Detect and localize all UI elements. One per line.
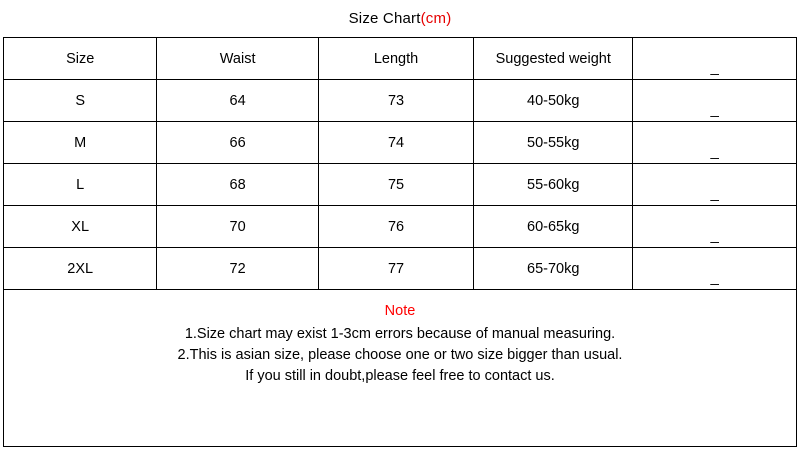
table-cell-extra xyxy=(633,248,796,290)
note-line: 1.Size chart may exist 1-3cm errors because of manual measuring. xyxy=(184,326,616,342)
table-header-row xyxy=(4,38,796,80)
table-cell-size: XL xyxy=(4,206,157,248)
table-row xyxy=(4,206,796,248)
table-cell-waist: 72 xyxy=(157,248,319,290)
table-cell-size: S xyxy=(4,80,157,122)
table-cell-weight: 65-70kg xyxy=(474,248,633,290)
note-line: 2.This is asian size, please choose one or two size bigger than usual. xyxy=(177,347,623,363)
table-cell-length: 76 xyxy=(318,206,473,248)
table-header-cell-extra xyxy=(633,38,796,80)
table-cell-length: 75 xyxy=(318,164,473,206)
page-title xyxy=(0,0,800,27)
dash-mark: _ xyxy=(710,227,719,244)
table-cell-weight: 50-55kg xyxy=(474,122,633,164)
table-cell-size: 2XL xyxy=(4,248,157,290)
note-block xyxy=(4,290,796,387)
table-header-cell: Size xyxy=(4,38,157,80)
size-chart-frame xyxy=(3,37,797,447)
table-cell-weight: 55-60kg xyxy=(474,164,633,206)
note-line: If you still in doubt,please feel free to contact us. xyxy=(245,368,555,384)
dash-mark: _ xyxy=(710,143,719,160)
table-cell-extra xyxy=(633,164,796,206)
table-cell-size: L xyxy=(4,164,157,206)
table-cell-length: 77 xyxy=(318,248,473,290)
dash-mark: _ xyxy=(710,185,719,202)
table-row xyxy=(4,122,796,164)
table-cell-weight: 40-50kg xyxy=(474,80,633,122)
dash-mark: _ xyxy=(710,269,719,286)
dash-mark: _ xyxy=(710,59,719,76)
table-header-cell: Suggested weight xyxy=(474,38,633,80)
table-row xyxy=(4,248,796,290)
table-cell-extra xyxy=(633,206,796,248)
table-cell-extra xyxy=(633,80,796,122)
table-cell-length: 74 xyxy=(318,122,473,164)
table-header-cell: Length xyxy=(318,38,473,80)
dash-mark: _ xyxy=(710,101,719,118)
table-row xyxy=(4,164,796,206)
table-cell-waist: 70 xyxy=(157,206,319,248)
table-cell-extra xyxy=(633,122,796,164)
table-header-cell: Waist xyxy=(157,38,319,80)
note-heading: Note xyxy=(384,303,416,319)
size-table xyxy=(4,38,796,290)
table-row xyxy=(4,80,796,122)
table-cell-waist: 66 xyxy=(157,122,319,164)
table-cell-size: M xyxy=(4,122,157,164)
table-cell-weight: 60-65kg xyxy=(474,206,633,248)
table-cell-length: 73 xyxy=(318,80,473,122)
page-title-text: Size Chart xyxy=(348,10,421,27)
table-cell-waist: 64 xyxy=(157,80,319,122)
page-title-unit: (cm) xyxy=(420,10,452,27)
table-cell-waist: 68 xyxy=(157,164,319,206)
